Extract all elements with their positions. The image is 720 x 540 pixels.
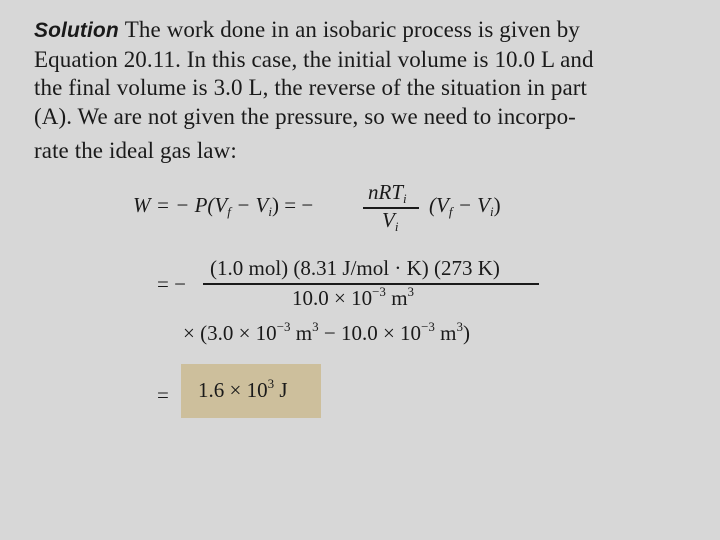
solution-line-2: Equation 20.11. In this case, the initial volume is 10.0 L and <box>34 47 594 72</box>
solution-label: Solution <box>34 19 119 42</box>
equation-paren-term: $(V_f - V_i)$ <box>429 193 501 219</box>
fraction-2-numerator: (1.0 mol) (8.31 J/mol · K) (273 K) <box>210 256 500 280</box>
equation-lhs: W = − $P(V_f - V_i)$ = − <box>133 193 314 219</box>
fraction-1-numerator: nRT$_i$ <box>368 180 407 206</box>
solution-line-4: (A). We are not given the pressure, so we need to incorpo- <box>34 104 576 129</box>
answer-value: $1.6 \times 10^3$ J <box>198 376 288 402</box>
fraction-2-bar <box>203 283 539 285</box>
fraction-1-denominator: $V_i$ <box>382 208 399 234</box>
fraction-2-denominator: $10.0 \times 10^{-3}$ $m^3$ <box>292 284 415 310</box>
equation-3-sign: = <box>157 383 169 407</box>
solution-line-1 <box>34 16 580 45</box>
solution-line-3: the final volume is 3.0 L, the reverse of the situation in part <box>34 75 588 100</box>
solution-line-5: rate the ideal gas law: <box>34 138 237 163</box>
equation-2-sign: = − <box>157 272 186 296</box>
equation-volume-difference: × ($3.0 \times 10^{-3}$ $m^3 - 10.0 \times 10^{-3}$ $m^3$) <box>183 319 470 345</box>
solution-text-1: The work done in an isobaric process is given by <box>124 17 580 42</box>
